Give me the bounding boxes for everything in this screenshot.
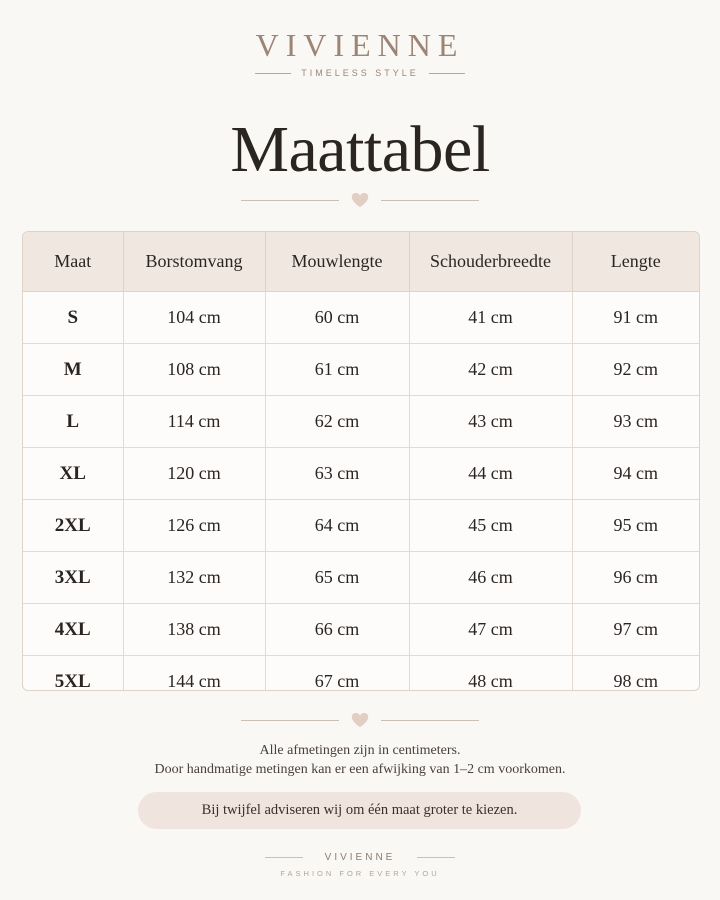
sleeve-cell: 64 cm [265, 500, 409, 552]
sleeve-cell: 60 cm [265, 292, 409, 344]
length-cell: 93 cm [572, 396, 699, 448]
table-row [23, 604, 699, 656]
heart-divider-bottom [0, 712, 720, 728]
footer-brand: VIVIENNE [324, 852, 396, 863]
shoulder-cell: 46 cm [409, 552, 572, 604]
divider-line [381, 720, 479, 721]
column-header-length: Lengte [572, 232, 699, 292]
heart-icon [351, 192, 369, 208]
shoulder-cell: 44 cm [409, 448, 572, 500]
measurement-note [0, 741, 720, 779]
divider-line [265, 857, 303, 858]
length-cell: 95 cm [572, 500, 699, 552]
shoulder-cell: 43 cm [409, 396, 572, 448]
divider-line [417, 857, 455, 858]
length-cell: 98 cm [613, 671, 658, 691]
sleeve-cell: 62 cm [265, 396, 409, 448]
chest-cell: 132 cm [123, 552, 265, 604]
brand-tagline-row [0, 68, 720, 78]
table-row [23, 292, 699, 344]
shoulder-cell: 42 cm [409, 344, 572, 396]
column-header-shoulder: Schouderbreedte [409, 232, 572, 292]
shoulder-cell: 41 cm [409, 292, 572, 344]
chest-cell: 104 cm [123, 292, 265, 344]
size-cell: L [23, 396, 123, 448]
sleeve-cell: 63 cm [265, 448, 409, 500]
size-cell: M [23, 344, 123, 396]
chest-cell: 144 cm [123, 656, 265, 692]
column-header-chest: Borstomvang [123, 232, 265, 292]
shoulder-cell: 48 cm [409, 656, 572, 692]
heart-icon [351, 712, 369, 728]
size-cell: 5XL [23, 656, 123, 692]
size-cell: S [23, 292, 123, 344]
chest-cell: 108 cm [123, 344, 265, 396]
size-cell: XL [23, 448, 123, 500]
chest-cell: 138 cm [123, 604, 265, 656]
table-row [23, 344, 699, 396]
brand-logo: VIVIENNE [255, 27, 465, 63]
footer-brand-row [0, 852, 720, 863]
chest-cell: 114 cm [123, 396, 265, 448]
brand-tagline: TIMELESS STYLE [301, 68, 419, 78]
column-header-sleeve: Mouwlengte [265, 232, 409, 292]
table-row [23, 396, 699, 448]
advice-banner: Bij twijfel adviseren wij om één maat groter te kiezen. [138, 792, 581, 829]
divider-line [241, 720, 339, 721]
shoulder-cell: 45 cm [409, 500, 572, 552]
length-cell: 91 cm [572, 292, 699, 344]
length-cell: 96 cm [572, 552, 699, 604]
chest-cell: 126 cm [123, 500, 265, 552]
footer-tagline: FASHION FOR EVERY YOU [280, 869, 440, 878]
length-cell: 92 cm [572, 344, 699, 396]
table-row [23, 500, 699, 552]
page-title: Maattabel [230, 113, 490, 186]
brand-header [0, 26, 720, 78]
chest-cell: 120 cm [123, 448, 265, 500]
divider-line [255, 73, 291, 74]
table-row [23, 448, 699, 500]
footer [0, 852, 720, 878]
size-table [22, 231, 700, 691]
sleeve-cell: 67 cm [265, 656, 409, 692]
table-header-row [23, 232, 699, 292]
divider-line [429, 73, 465, 74]
shoulder-cell: 47 cm [409, 604, 572, 656]
note-line-2: Door handmatige metingen kan er een afwijking van 1–2 cm voorkomen. [154, 762, 566, 777]
length-cell: 97 cm [572, 604, 699, 656]
divider-line [241, 200, 339, 201]
note-line-1: Alle afmetingen zijn in centimeters. [259, 743, 461, 758]
sleeve-cell: 65 cm [265, 552, 409, 604]
sleeve-cell: 61 cm [265, 344, 409, 396]
size-cell: 2XL [23, 500, 123, 552]
table-row [23, 552, 699, 604]
sleeve-cell: 66 cm [265, 604, 409, 656]
size-cell: 3XL [23, 552, 123, 604]
heart-divider-top [0, 192, 720, 208]
table-row [23, 656, 699, 692]
divider-line [381, 200, 479, 201]
column-header-size: Maat [23, 232, 123, 292]
size-cell: 4XL [23, 604, 123, 656]
length-cell: 94 cm [572, 448, 699, 500]
